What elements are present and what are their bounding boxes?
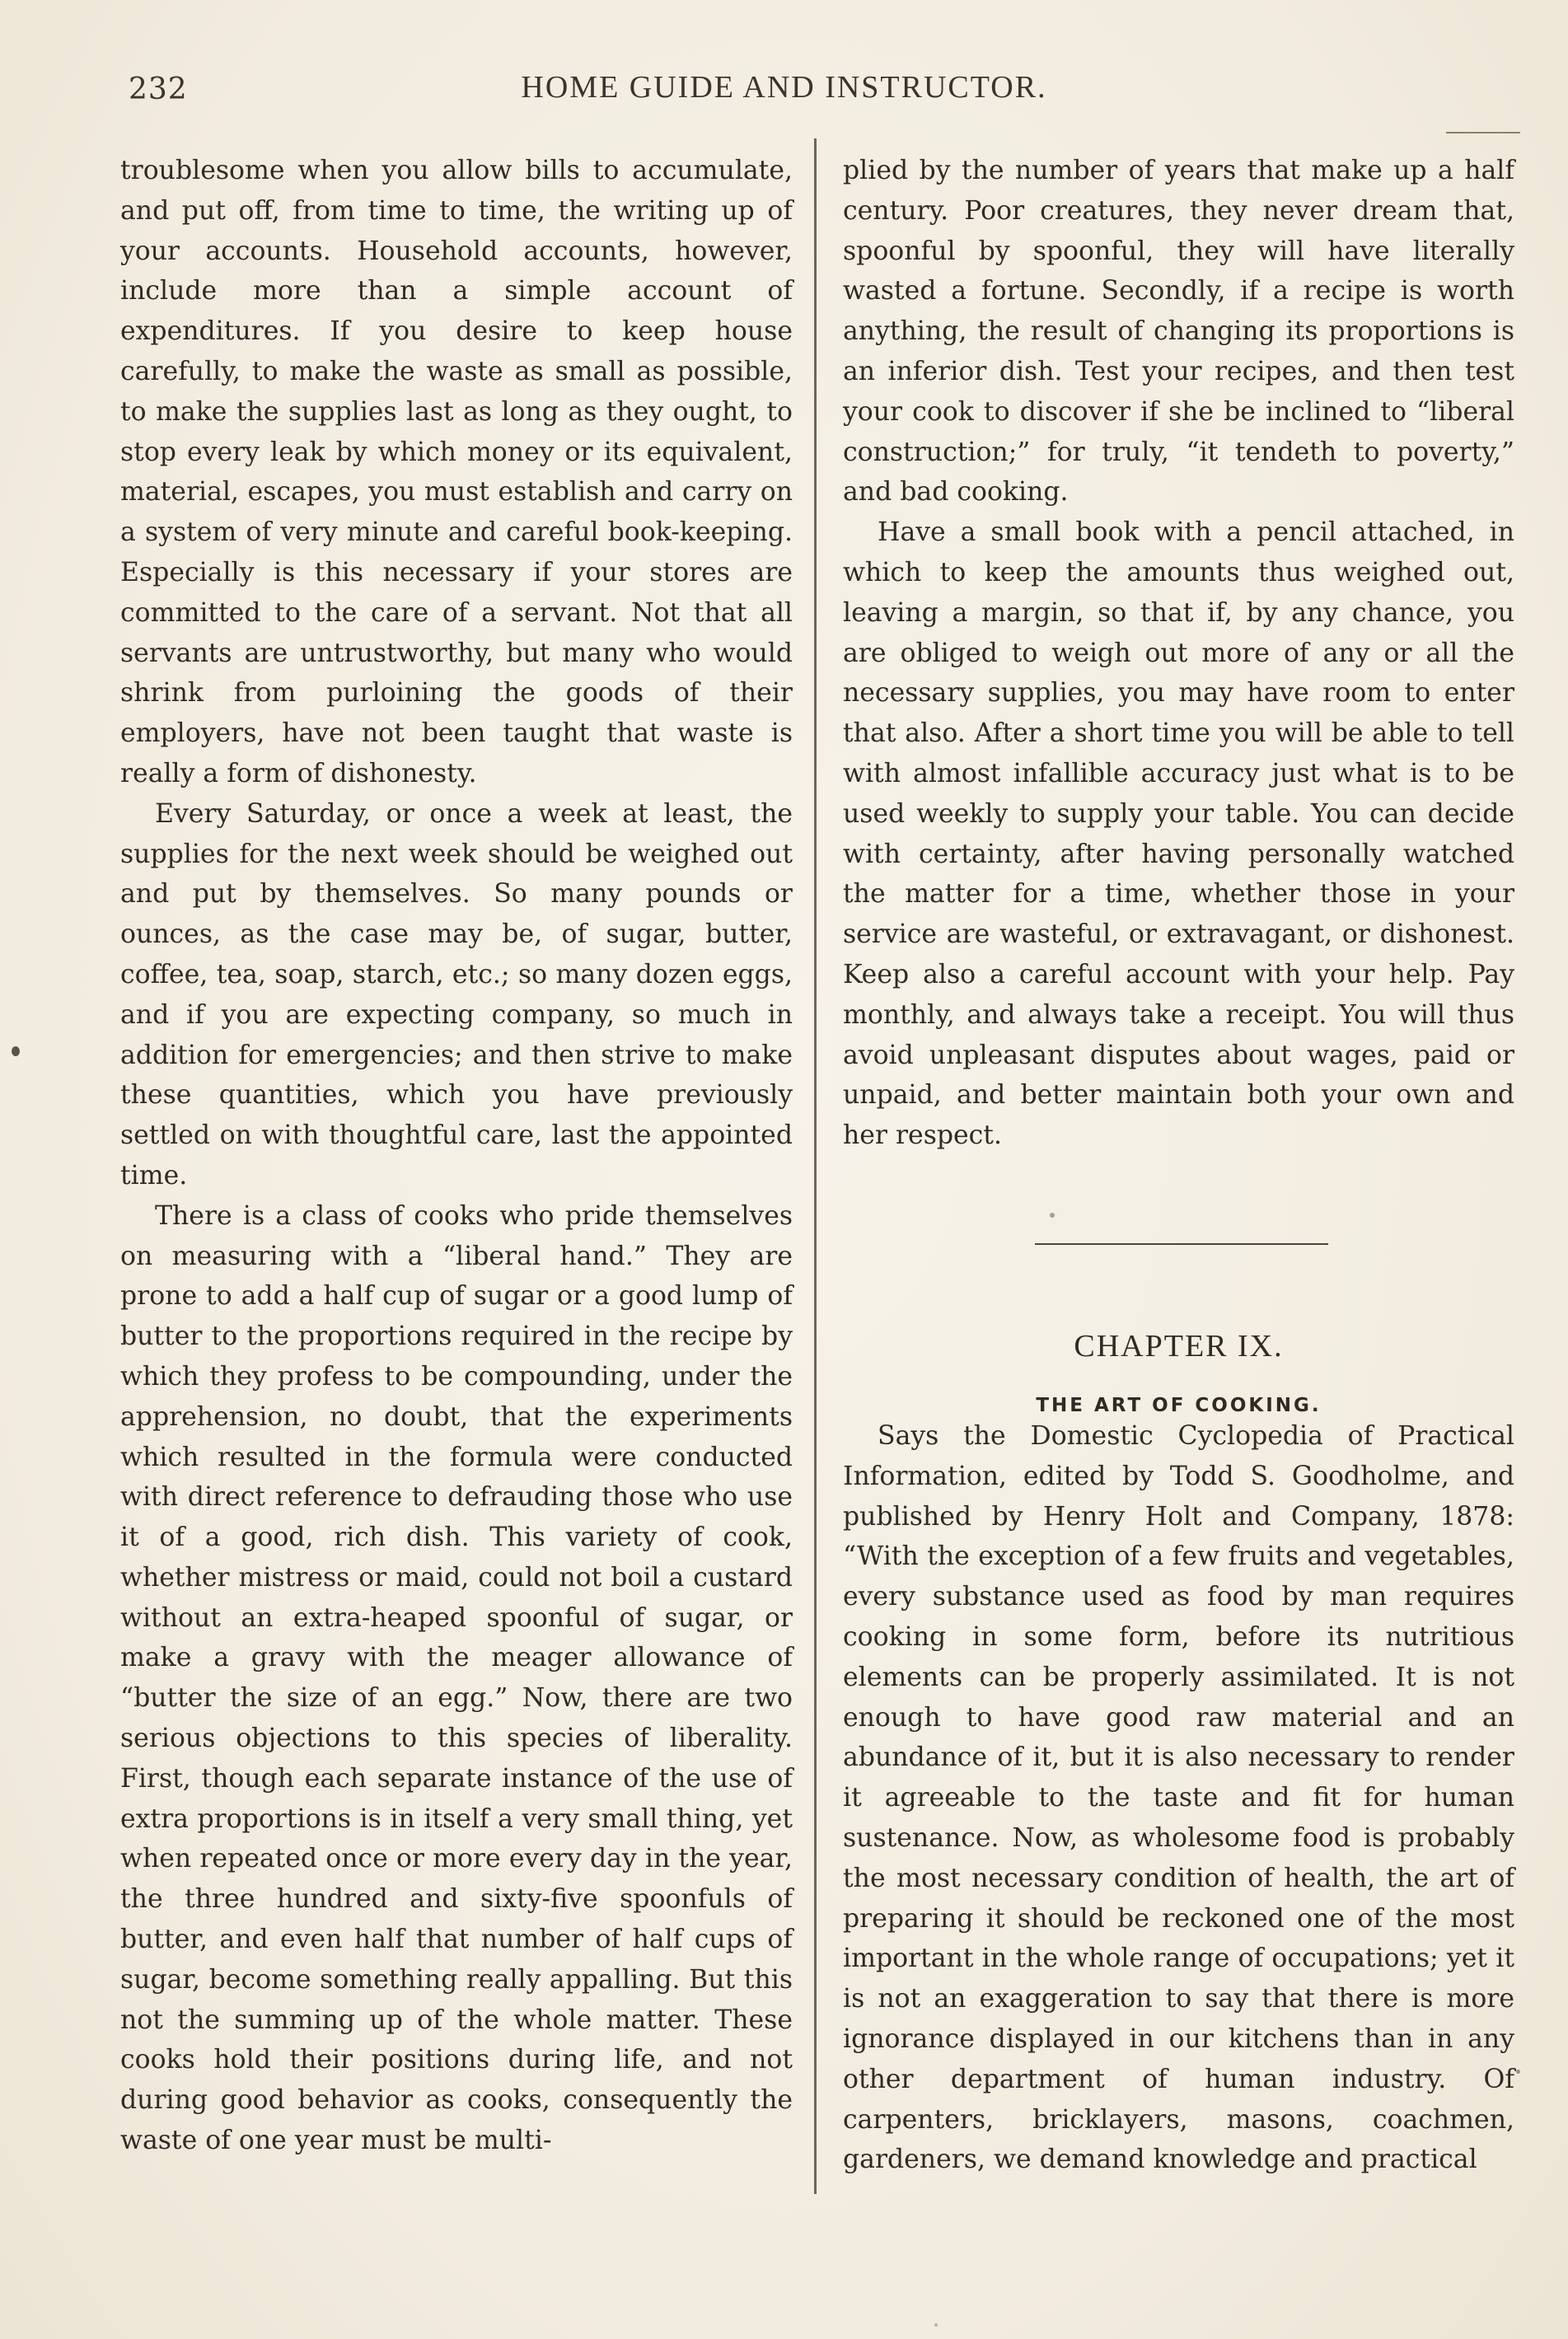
right-paragraph-1: plied by the number of years that make up a half century. Poor creatures, they never dream that, spoonful by spoonful, they will have literally wasted a fortune. Secondly, if a recipe is worth anything, the result of changing its proportions is an inferior dish. Test your recipes, and then test your cook to discover if she be inclined to “liberal construction;” for truly, “it tendeth to poverty,” and bad cooking. <box>843 156 1514 508</box>
chapter-separator-rule <box>1035 1243 1328 1245</box>
left-paragraph-3: There is a class of cooks who pride themselves on measuring with a “liberal hand.” They are prone to add a half cup of sugar or a good lump of butter to the proportions required in the recipe by which they profess to be compounding, under the apprehension, no doubt, that the experiments which resulted in the formula were conducted with direct reference to defrauding those who use it of a good, rich dish. This variety of cook, whether mistress or maid, could not boil a custard without an extra-heaped spoonful of sugar, or make a gravy with the meager allowance of “butter the size of an egg.” Now, there are two serious objections to this species of liberality. First, though each separate instance of the use of extra proportions is in itself a very small thing, yet when repeated once or more every day in the year, the three hundred and sixty-five spoonfuls of butter, and even half that number of half cups of sugar, become something really appalling. But this not the summing up of the whole matter. These cooks hold their positions during life, and not during good behavior as cooks, consequently the waste of one year must be multi- <box>120 1200 793 2156</box>
page-number: 232 <box>129 73 188 106</box>
running-title: HOME GUIDE AND INSTRUCTOR. <box>521 70 1047 105</box>
chapter-title: CHAPTER IX. <box>1074 1329 1284 1364</box>
paper-speck <box>12 1046 20 1056</box>
left-paragraph-2: Every Saturday, or once a week at least, the supplies for the next week should be weighed out and put by themselves. So many pounds or ounces, as the case may be, of sugar, butter, coffee, tea, soap, starch, etc.; so many dozen eggs, and if you are expecting company, so much in addition for emergencies; and then strive to make these quantities, which you have previously settled on with thoughtful care, last the appointed time. <box>120 798 793 1191</box>
left-column <box>120 151 793 2161</box>
column-divider <box>814 138 817 2194</box>
right-column <box>843 151 1514 1156</box>
paper-speck <box>1050 1213 1055 1218</box>
chapter-subtitle: THE ART OF COOKING. <box>1036 1395 1322 1416</box>
right-paragraph-2: Have a small book with a pencil attached, in which to keep the amounts thus weighed out, leaving a margin, so that if, by any chance, you are obliged to weigh out more of any or all the necessary supplies, you may have room to enter that also. After a short time you will be able to tell with almost infallible accuracy just what is to be used weekly to supply your table. You can decide with certainty, after having personally watched the matter for a time, whether those in your service are wasteful, or extravagant, or dishonest. Keep also a careful account with your help. Pay monthly, and always take a receipt. You will thus avoid unpleasant disputes about wages, paid or unpaid, and better maintain both your own and her respect. <box>843 517 1514 1151</box>
header-rule <box>1446 132 1520 133</box>
chapter-body <box>843 1416 1514 2180</box>
paper-speck <box>934 2323 938 2327</box>
left-paragraph-1: troublesome when you allow bills to accumulate, and put off, from time to time, the writing up of your accounts. Household accounts, however, include more than a simple account of expenditures. If you desire to keep house carefully, to make the waste as small as possible, to make the supplies last as long as they ought, to stop every leak by which money or its equivalent, material, escapes, you must establish and carry on a system of very minute and careful book-keeping. Especially is this necessary if your stores are committed to the care of a servant. Not that all servants are untrustworthy, but many who would shrink from purloining the goods of their employers, have not been taught that waste is really a form of dishonesty. <box>120 156 793 788</box>
chapter-paragraph-1: Says the Domestic Cyclopedia of Practical Information, edited by Todd S. Goodholme, and published by Henry Holt and Company, 1878: “With the exception of a few fruits and vegetables, every substance used as food by man requires cooking in some form, before its nutritious elements can be properly assimilated. It is not enough to have good raw material and an abundance of it, but it is also necessary to render it agreeable to the taste and fit for human sustenance. Now, as wholesome food is probably the most necessary condition of health, the art of preparing it should be reckoned one of the most important in the whole range of occupations; yet it is not an exaggeration to say that there is more ignorance displayed in our kitchens than in any other department of human industry. Of carpenters, bricklayers, masons, coachmen, gardeners, we demand knowledge and practical <box>843 1421 1514 2175</box>
paper-speck <box>1516 2070 1520 2074</box>
